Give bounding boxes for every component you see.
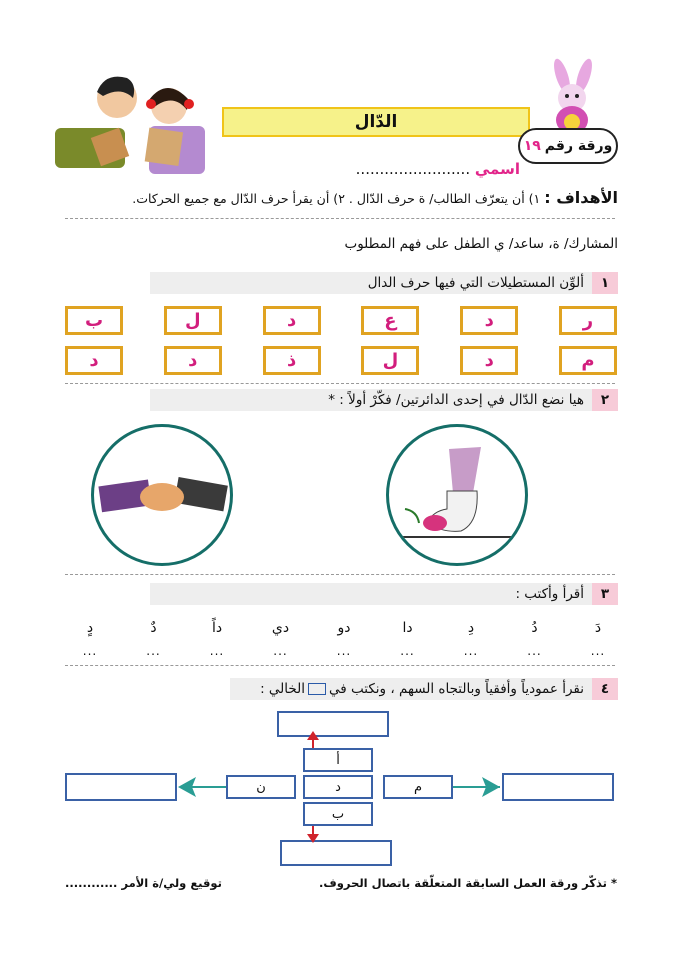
write-blank[interactable]: ... [463,644,479,658]
question-2-text: هيا نضع الدّال في إحدى الدائرتين/ فكّرْ أولاً : * [328,392,584,408]
syllable: دُ [531,620,538,636]
cell-bottom: ب [303,802,373,826]
sheet-label: ورقة رقم [544,138,613,154]
write-blank[interactable]: ... [400,644,415,658]
name-dots: ........................ [355,160,471,178]
letter-box[interactable]: د [164,346,222,375]
helper-text: المشارك/ ة، ساعد/ ي الطفل على فهم المطلوب [344,236,618,252]
question-1-text: ألوِّن المستطيلات التي فيها حرف الدال [367,275,584,291]
page-title: الدّال [222,107,530,137]
write-blank[interactable]: ... [590,644,606,658]
cell-center: د [303,775,373,799]
letter-box[interactable]: ر [559,306,617,335]
write-blank[interactable]: ... [82,644,98,658]
letter-box[interactable]: د [65,346,123,375]
write-blank[interactable]: ... [527,644,542,658]
name-label: اسمي [474,160,520,178]
syllable: دِ [467,620,475,636]
cell-top: أ [303,748,373,772]
write-blank[interactable]: ... [336,644,352,658]
footer-note: * تذكّر ورقة العمل السابقة المتعلّقة باتصال الحروف. [319,876,617,890]
syllable: دَ [594,620,602,636]
letter-box[interactable]: ل [361,346,419,375]
signature-label: توقيع ولي/ة الأمر [121,876,222,890]
question-1-number: ١ [592,272,618,294]
question-4-text-b: الخالي : [260,681,305,697]
letter-box[interactable]: د [460,346,518,375]
letter-box[interactable]: د [460,306,518,335]
letter-box[interactable]: ذ [263,346,321,375]
letter-box[interactable]: م [559,346,617,375]
signature-dots: ............ [65,876,118,890]
question-2-number: ٢ [592,389,618,411]
goals-label: الأهداف : [544,188,618,207]
letter-box[interactable]: د [263,306,321,335]
cell-right: م [383,775,453,799]
question-4-text-a: نقرأ عمودياً وأفقياً وبالتجاه السهم ، ونكتب في [329,681,584,697]
sheet-number: ١٩ [523,138,541,154]
syllable: دا [402,620,413,636]
cell-left: ن [226,775,296,799]
letter-box[interactable]: ل [164,306,222,335]
syllable: داً [211,620,223,636]
letter-box[interactable]: ع [361,306,419,335]
question-4-number: ٤ [592,678,618,700]
letter-box[interactable]: ب [65,306,123,335]
write-blank[interactable]: ... [146,644,161,658]
syllable: دي [271,620,290,636]
parent-signature[interactable] [65,876,222,890]
syllable: دو [337,620,351,636]
goals-text: ١) أن يتعرّف الطالب/ ة حرف الدّال . ٢) أن يقرأ حرف الدّال مع جميع الحركات. [132,191,541,206]
write-blank[interactable]: ... [209,644,225,658]
arrow-up-head [307,731,319,740]
syllable: دٍ [86,620,94,636]
arrow-down-head [307,834,319,843]
question-3-number: ٣ [592,583,618,605]
syllable: دٌ [150,620,157,636]
question-3-text: أقرأ وأكتب : [515,586,584,602]
write-blank[interactable]: ... [273,644,288,658]
